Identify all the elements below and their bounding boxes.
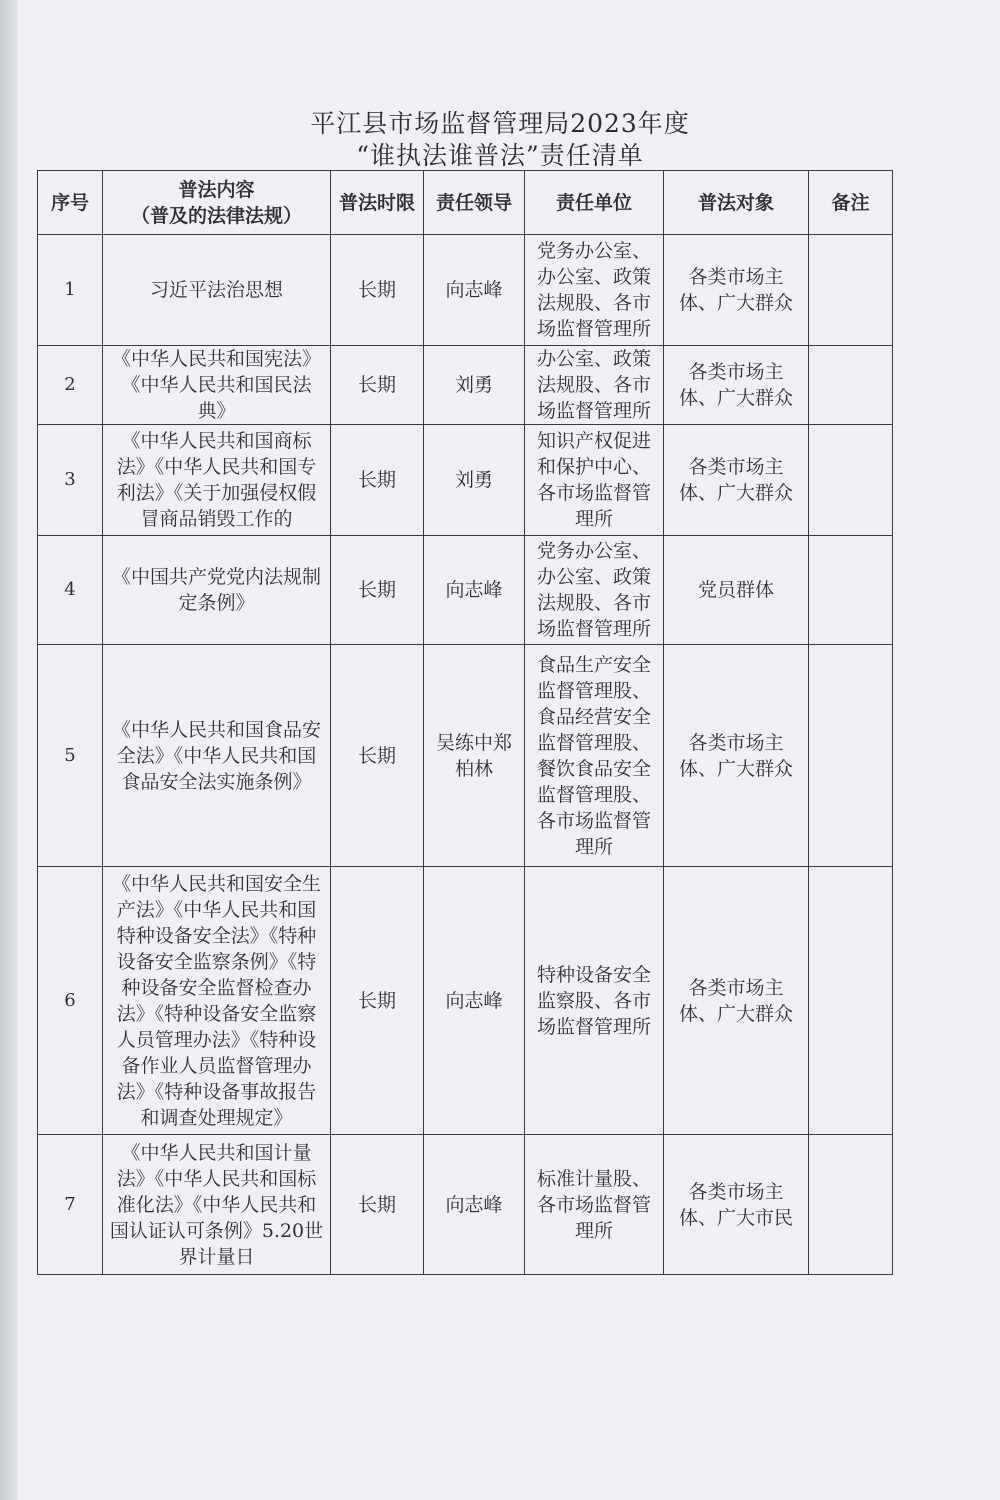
- row-note: [809, 867, 893, 1135]
- row-content: 《中华人民共和国食品安全法》《中华人民共和国食品安全法实施条例》: [103, 645, 331, 867]
- page-edge-shadow: [0, 0, 18, 1500]
- table-row: [38, 645, 893, 867]
- table-row: [38, 536, 893, 645]
- header-content-line2: （普及的法律法规）: [130, 204, 302, 227]
- row-period: 长期: [331, 645, 424, 867]
- table-row: [38, 867, 893, 1135]
- document-subtitle: “谁执法谁普法”责任清单: [356, 141, 644, 170]
- header-target: 普法对象: [664, 171, 809, 235]
- row-content: 《中华人民共和国宪法》《中华人民共和国民法典》: [103, 346, 331, 425]
- header-unit: 责任单位: [525, 171, 664, 235]
- header-period: 普法时限: [331, 171, 424, 235]
- row-period: 长期: [331, 235, 424, 346]
- row-leader: 刘勇: [424, 346, 525, 425]
- row-note: [809, 536, 893, 645]
- table-row: [38, 235, 893, 346]
- row-unit: 办公室、政策法规股、各市场监督管理所: [525, 346, 664, 425]
- row-seq: 7: [38, 1135, 103, 1275]
- row-target: 各类市场主体、广大群众: [664, 235, 809, 346]
- row-seq: 5: [38, 645, 103, 867]
- row-content-text: 《中华人民共和国安全生产法》《中华人民共和国特种设备安全法》《特种设备安全监察条例》《特种设备安全监督检查办法》《特种设备安全监察人员管理办法》《特种设备作业人员监督管理办法》《特种设备事故报告和调查处理规定》: [111, 872, 321, 1129]
- row-note: [809, 346, 893, 425]
- row-unit: 党务办公室、办公室、政策法规股、各市场监督管理所: [525, 536, 664, 645]
- header-content-line1: 普法内容: [178, 178, 255, 201]
- row-note: [809, 235, 893, 346]
- row-content: [103, 867, 331, 1135]
- row-period: 长期: [331, 346, 424, 425]
- row-period: 长期: [331, 1135, 424, 1275]
- table-row: [38, 425, 893, 536]
- row-seq: 4: [38, 536, 103, 645]
- row-leader: 向志峰: [424, 536, 525, 645]
- row-unit: 知识产权促进和保护中心、各市场监督管理所: [525, 425, 664, 536]
- row-unit: 党务办公室、办公室、政策法规股、各市场监督管理所: [525, 235, 664, 346]
- row-unit: 标准计量股、各市场监督管理所: [525, 1135, 664, 1275]
- row-unit: 特种设备安全监察股、各市场监督管理所: [525, 867, 664, 1135]
- row-content: 《中国共产党党内法规制定条例》: [103, 536, 331, 645]
- row-seq: 1: [38, 235, 103, 346]
- row-target: 各类市场主体、广大群众: [664, 346, 809, 425]
- header-leader: 责任领导: [424, 171, 525, 235]
- row-content: 习近平法治思想: [103, 235, 331, 346]
- row-leader: 吴练中郑柏林: [424, 645, 525, 867]
- row-unit: 食品生产安全监督管理股、食品经营安全监督管理股、餐饮食品安全监督管理股、各市场监督管理所: [525, 645, 664, 867]
- row-target: 党员群体: [664, 536, 809, 645]
- row-target: 各类市场主体、广大群众: [664, 645, 809, 867]
- row-leader: 向志峰: [424, 867, 525, 1135]
- row-leader: 向志峰: [424, 235, 525, 346]
- row-content: 《中华人民共和国计量法》《中华人民共和国标准化法》《中华人民共和国认证认可条例》5.20世界计量日: [103, 1135, 331, 1275]
- table-row: [38, 346, 893, 425]
- row-period: 长期: [331, 867, 424, 1135]
- row-period: 长期: [331, 536, 424, 645]
- row-target: 各类市场主体、广大市民: [664, 1135, 809, 1275]
- row-note: [809, 1135, 893, 1275]
- responsibility-table: [37, 170, 893, 1275]
- table-header-row: [38, 171, 893, 235]
- row-seq: 6: [38, 867, 103, 1135]
- row-target: 各类市场主体、广大群众: [664, 425, 809, 536]
- row-leader: 向志峰: [424, 1135, 525, 1275]
- row-content: 《中华人民共和国商标法》《中华人民共和国专利法》《关于加强侵权假冒商品销毁工作的: [103, 425, 331, 536]
- row-period: 长期: [331, 425, 424, 536]
- document-title: 平江县市场监督管理局2023年度: [310, 109, 690, 138]
- row-target: 各类市场主体、广大群众: [664, 867, 809, 1135]
- row-note: [809, 425, 893, 536]
- row-seq: 3: [38, 425, 103, 536]
- header-content: [103, 171, 331, 235]
- row-note: [809, 645, 893, 867]
- header-note: 备注: [809, 171, 893, 235]
- table-row: [38, 1135, 893, 1275]
- row-seq: 2: [38, 346, 103, 425]
- header-seq: 序号: [38, 171, 103, 235]
- row-leader: 刘勇: [424, 425, 525, 536]
